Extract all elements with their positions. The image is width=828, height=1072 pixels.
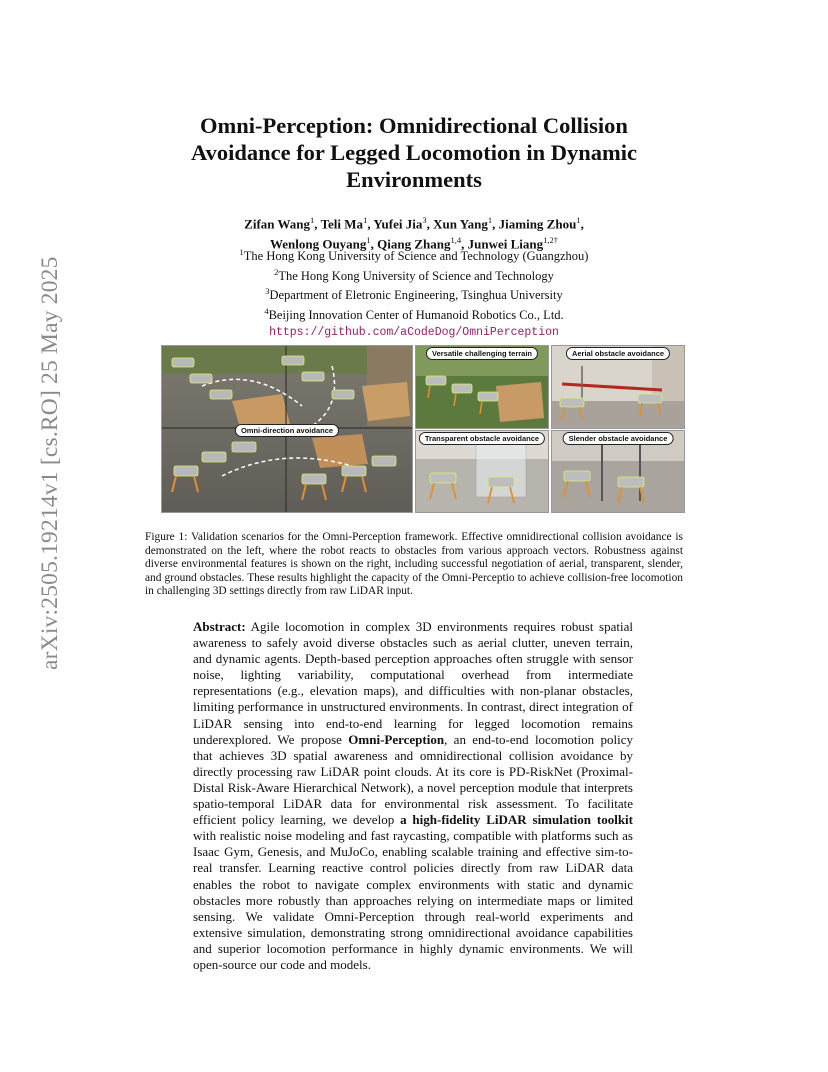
slender-obstacle-panel [551,430,685,513]
aerial-obstacle-label: Aerial obstacle avoidance [566,347,670,360]
author-list: Zifan Wang$^1$, Teli Ma$^1$, Yufei Jia$^3$, Xun Yang$^1$, Jiaming Zhou$^1$, Wenlong Ouyang$^1$, Qiang Zhang$^{1,4}$, Junwei Liang$^{1,2\dagger}$ [244,215,584,252]
slender-obstacle-label: Slender obstacle avoidance [563,432,674,445]
versatile-terrain-panel [415,345,549,429]
affiliation: $^1$The Hong Kong University of Science and Technology (Guangzhou) [239,247,589,264]
author-name: Jiaming Zhou [498,216,577,232]
versatile-terrain-label: Versatile challenging terrain [426,347,538,360]
affiliation-list [160,245,668,340]
transparent-obstacle-label: Transparent obstacle avoidance [419,432,545,445]
author-affiliation-mark: 1 [363,215,368,225]
affiliation: $^2$The Hong Kong University of Science and Technology [274,266,554,283]
author-affiliation-mark: 3 [422,215,427,225]
author-name: Zifan Wang [244,216,311,232]
author-name: Wenlong Ouyang [269,236,367,252]
repository-link[interactable]: https://github.com/aCodeDog/OmniPerception [269,325,559,339]
figure-1-caption: Figure 1: Validation scenarios for the Omni-Perception framework. Effective omnidirectional collision avoidance is demonstrated on the left, where the robot reacts to obstacles from various approach vectors. Robustness against diverse environmental features is shown on the right, including successful negotiation of aerial, transparent, slender, and ground obstacles. These results highlight the capacity of the Omni-Perceptio to achieve collision-free locomotion in challenging 3D settings directly from raw LiDAR input. [145,531,683,598]
paper-title: Omni-Perception: Omnidirectional Collision Avoidance for Legged Locomotion in Dynamic Environments [190,113,638,192]
author-name: Qiang Zhang [377,236,451,252]
author-affiliation-mark: 1,2† [543,235,559,246]
abstract-emphasis: Omni-Perception [348,731,445,747]
abstract-text: Agile locomotion in complex 3D environments requires robust spatial awareness to safely avoid diverse obstacles such as aerial clutter, uneven terrain, and dynamic agents. Depth-based perception approaches often struggle with sensor noise, lighting variability, computational overhead from intermediate representations (e.g., elevation maps), and difficulties with non-planar obstacles, limiting performance in unstructured environments. In contrast, direct integration of LiDAR sensing into end-to-end learning for legged locomotion remains underexplored. We propose [193,619,633,747]
author-affiliation-mark: 1,4 [450,235,462,246]
author-name: Junwei Liang [467,236,544,252]
affiliation: $^4$Beijing Innovation Center of Humanoid Robotics Co., Ltd. [264,305,564,323]
omni-direction-panel [161,345,413,513]
transparent-obstacle-panel [415,430,549,513]
author-affiliation-mark: 1 [366,235,371,246]
abstract-label: Abstract: [193,619,246,634]
repository-url-line [160,324,668,341]
abstract-text: , an end-to-end locomotion policy that achieves 3D spatial awareness and omnidirectional collision avoidance by directly processing raw LiDAR point clouds. At its core is PD-RiskNet (Proximal-Distal Risk-Aware Hierarchical Network), a novel perception module that interprets spatio-temporal LiDAR data for environmental risk assessment. To facilitate efficient policy learning, we develop [193,731,633,828]
omni-direction-label: Omni-direction avoidance [235,424,339,437]
arxiv-identifier: arXiv:2505.19214v1 [cs.RO] 25 May 2025 [37,256,63,670]
author-affiliation-mark: 1 [487,215,493,225]
author-affiliation-mark: 1 [576,215,581,225]
aerial-obstacle-panel [551,345,685,429]
figure-1 [161,345,683,513]
abstract [193,619,633,973]
abstract-emphasis: a high-fidelity LiDAR simulation toolkit [400,812,634,828]
author-name: Xun Yang [433,216,488,232]
affiliation: $^3$Department of Eletronic Engineering, Tsinghua University [265,286,563,303]
author-name: Teli Ma [320,216,364,232]
abstract-text: with realistic noise modeling and fast raycasting, compatible with platforms such as Isaac Gym, Genesis, and MuJoCo, enabling scalable training and effective sim-to-real transfer. Learning reactive control policies directly from raw LiDAR data enables the robot to navigate complex environments with static and dynamic obstacles more robustly than approaches relying on intermediate maps or limited sensing. We validate Omni-Perception through real-world experiments and extensive simulation, demonstrating strong omnidirectional avoidance capabilities and superior locomotion performance in highly dynamic environments. We will open-source our code and models. [193,828,633,972]
author-affiliation-mark: 1 [310,215,315,225]
author-name: Yufei Jia [373,216,423,232]
